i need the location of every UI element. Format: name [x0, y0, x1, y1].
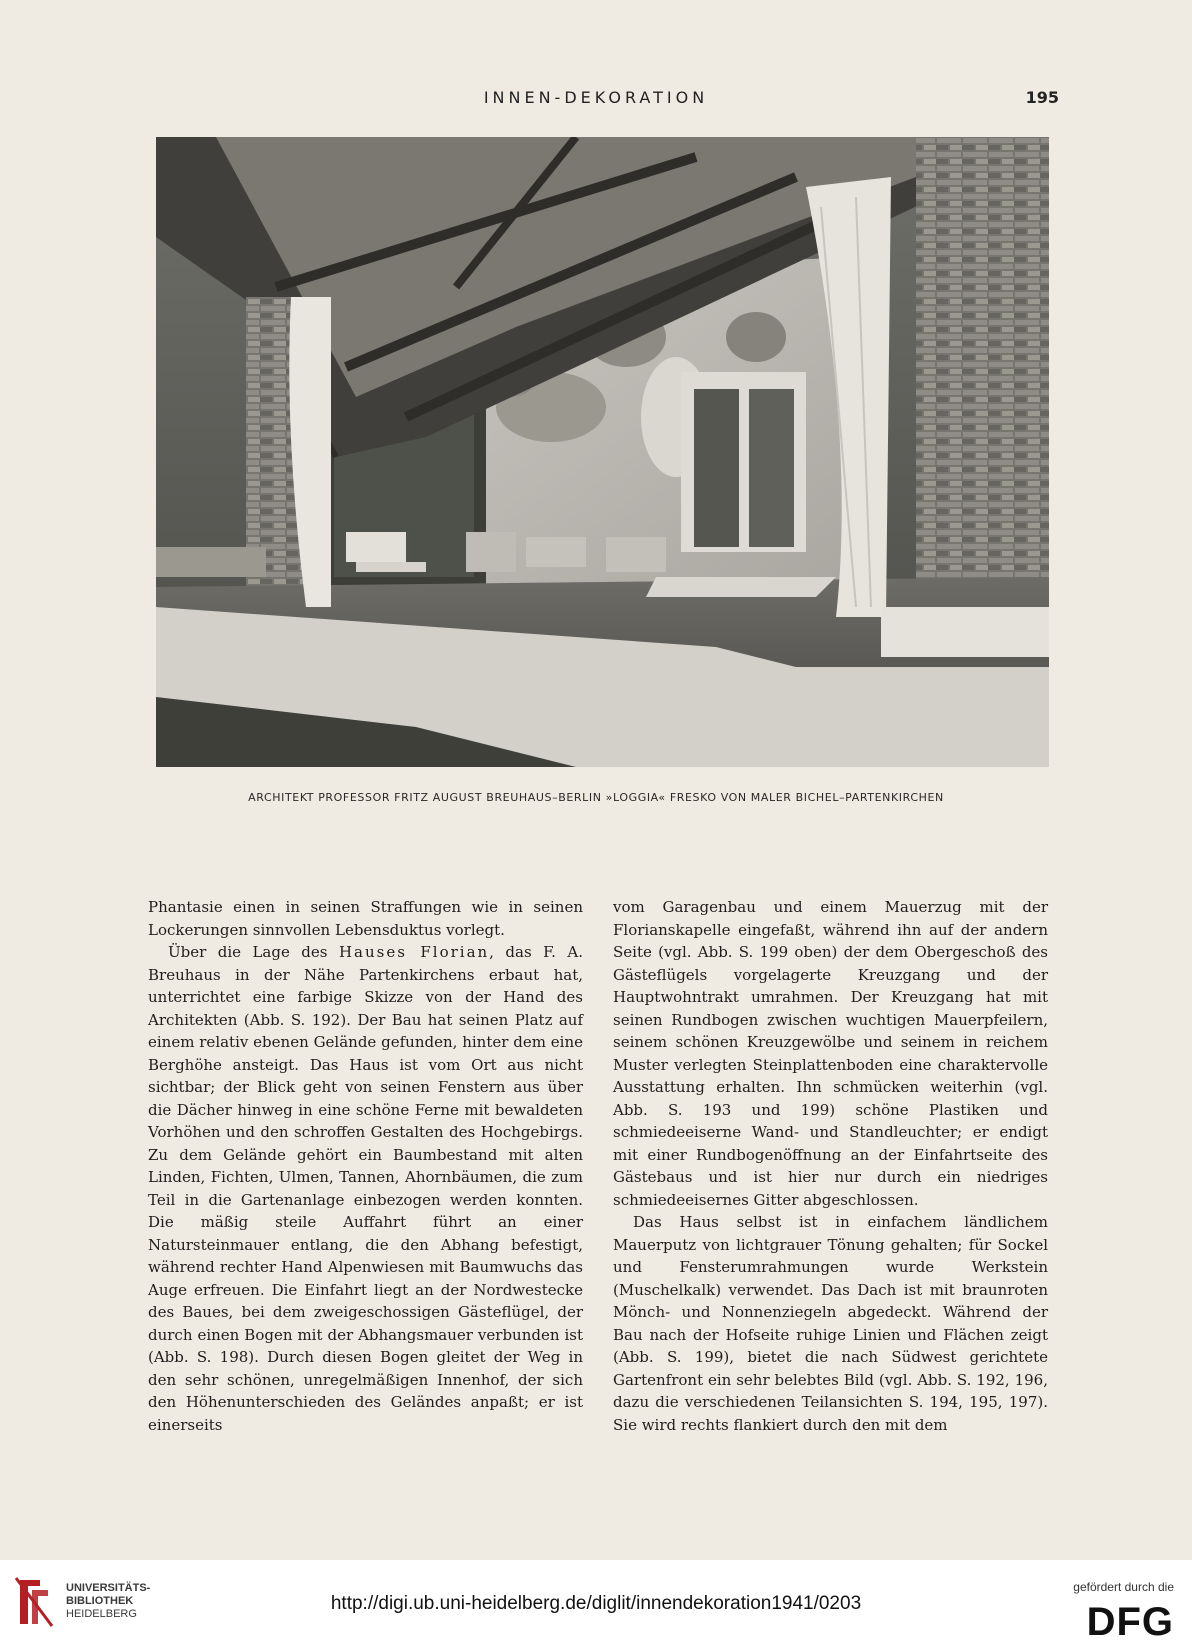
running-head: [0, 88, 1192, 114]
spaced-emphasis: Hauses Florian: [338, 943, 490, 961]
digitization-footer: [0, 1560, 1192, 1648]
text-column-left: [148, 896, 583, 1436]
text-run: Über die Lage des: [168, 943, 339, 961]
funded-by-label: gefördert durch die: [1073, 1580, 1174, 1594]
loggia-photo-illustration: [156, 137, 1049, 767]
paragraph: vom Garagenbau und einem Mauerzug mit der Florianskapelle eingefaßt, während ihn auf der andern Seite (vgl. Abb. S. 199 oben) der dem Obergeschoß des Gästeflügels vorgelagerte Kreuzgang und der Hauptwohntrakt umrahmen. Der Kreuzgang hat mit seinen Rundbogen zwischen wuchtigen Mauerpfeilern, seinem schönen Kreuzgewölbe und seinem in reichem Muster verlegten Steinplattenboden eine charaktervolle Ausstattung erhalten. Ihn schmücken weiterhin (vgl. Abb. S. 193 und 199) schöne Plastiken und schmiedeeiserne Wand- und Standleuchter; er endigt mit einer Rundbogenöffnung an der Einfahrtseite des Gästebaus und ist hier nur durch ein niedriges schmiedeeisernes Gitter abgeschlossen.: [613, 898, 1048, 1209]
permalink-url[interactable]: http://digi.ub.uni-heidelberg.de/diglit/innendekoration1941/0203: [330, 1593, 862, 1614]
text-column-right: [613, 896, 1048, 1436]
library-name-line: UNIVERSITÄTS-: [66, 1582, 151, 1594]
library-name-line: HEIDELBERG: [66, 1608, 137, 1620]
text-run: , das F. A. Breuhaus in der Nähe Partenkirchens erbaut hat, unterrichtet eine farbige Skizze von der Hand des Architekten (Abb. S. 192). Der Bau hat seinen Platz auf einem relativ ebenen Gelände gefunden, hinter dem eine Berghöhe ansteigt. Das Haus ist vom Ort aus nicht sichtbar; der Blick geht von seinen Fenstern aus über die Dächer hinweg in eine schöne Ferne mit bewaldeten Vorhöhen und den schroffen Gestalten des Hochgebirgs. Zu dem Gelände gehört ein Baumbestand mit alten Linden, Fichten, Ulmen, Tannen, Ahornbäumen, die zum Teil in die Gartenanlage einbezogen werden konnten. Die mäßig steile Auffahrt führt an einer Natursteinmauer entlang, die den Abhang befestigt, während rechter Hand Alpenwiesen mit Baumwuchs das Auge erfreuen. Die Einfahrt liegt an der Nordwestecke des Baues, bei dem zweigeschossigen Gästeflügel, der durch einen Bogen mit der Abhangsmauer verbunden ist (Abb. S. 198). Durch diesen Bogen gleitet der Weg in den sehr schönen, unregelmäßigen Innenhof, der sich den Höhenunterschieden des Geländes anpaßt; er ist einerseits: [148, 943, 583, 1434]
paragraph: Phantasie einen in seinen Straffungen wie in seinen Lockerungen sinnvollen Lebensduktus vorlegt.: [148, 898, 583, 939]
paragraph: Das Haus selbst ist in einfachem ländlichem Mauerputz von lichtgrauer Tönung gehalten; für Sockel und Fensterumrahmungen wurde Werkstein (Muschelkalk) verwendet. Das Dach ist mit braunroten Mönch- und Nonnenziegeln abgedeckt. Während der Bau nach der Hofseite ruhige Linien und Flächen zeigt (Abb. S. 199), bietet die nach Südwest gerichtete Gartenfront ein sehr belebtes Bild (vgl. Abb. S. 192, 196, dazu die verschiedenen Teilansichten S. 194, 195, 197). Sie wird rechts flankiert durch den mit dem: [613, 1213, 1048, 1434]
paragraph: [148, 941, 583, 1436]
photo-caption: ARCHITEKT PROFESSOR FRITZ AUGUST BREUHAUS–BERLIN »LOGGIA« FRESKO VON MALER BICHEL–PARTENKIRCHEN: [248, 791, 944, 804]
loggia-photograph: [156, 137, 1049, 767]
running-title: INNEN-DEKORATION: [483, 88, 709, 107]
page-number: 195: [1025, 88, 1059, 107]
library-name-line: BIBLIOTHEK: [66, 1595, 134, 1607]
dfg-logo: DFG: [1086, 1600, 1174, 1644]
